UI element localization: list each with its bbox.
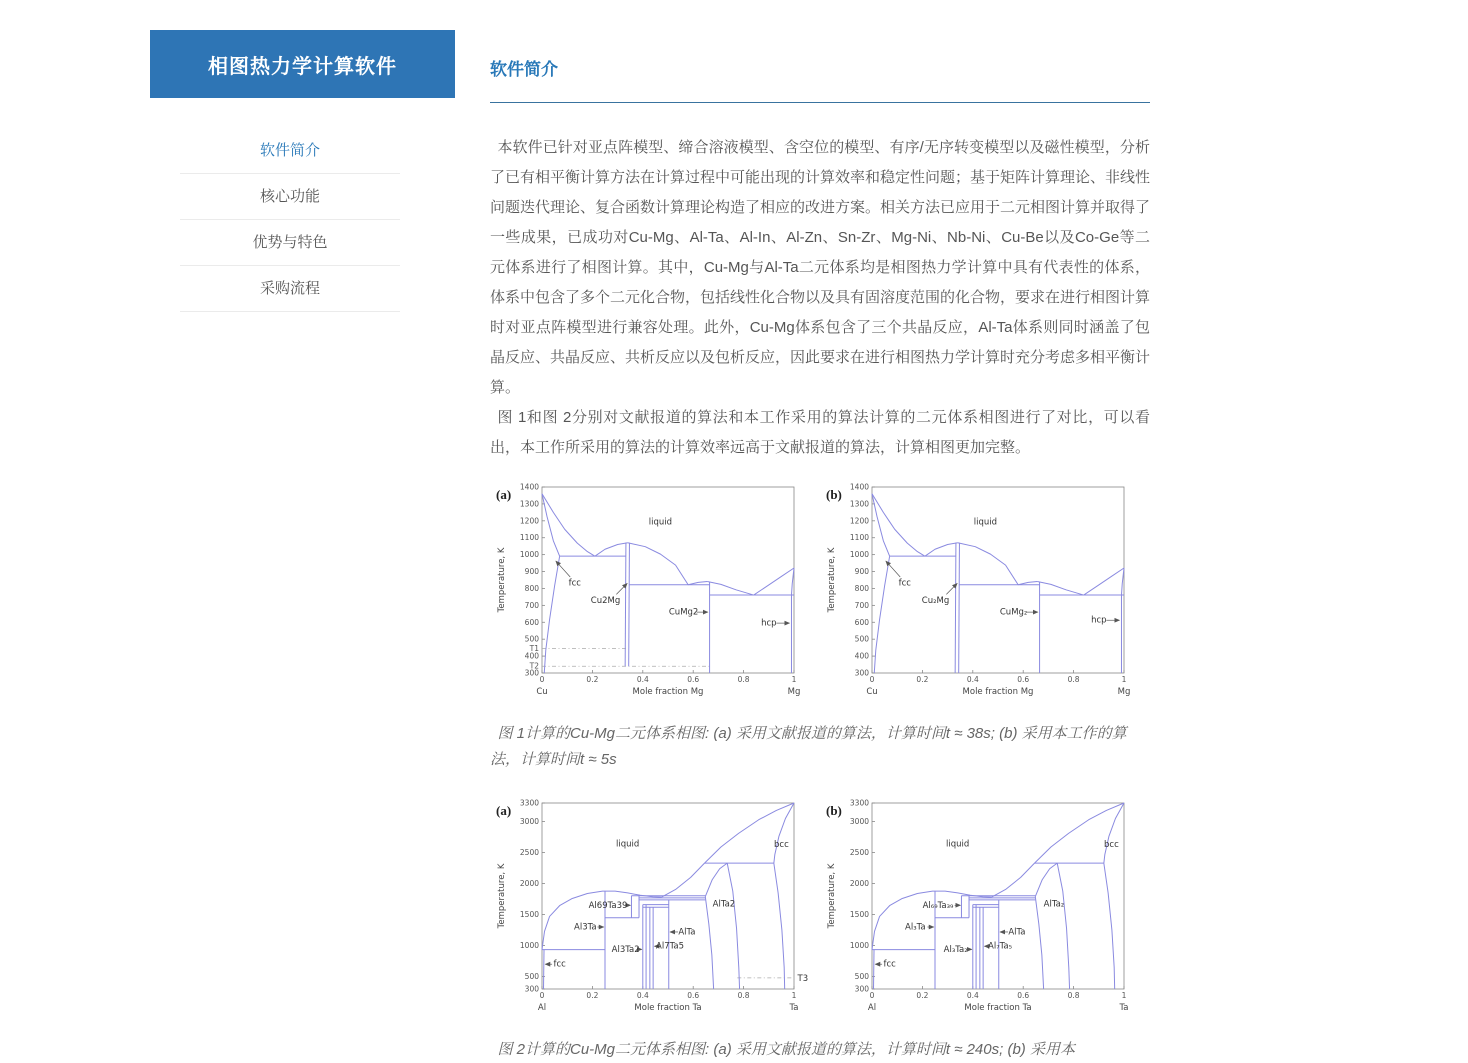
- phase-label: Al3Ta: [574, 922, 597, 933]
- phase-label: CuMg2: [668, 607, 699, 618]
- phase-label: hcp: [1091, 615, 1107, 626]
- svg-text:0.8: 0.8: [737, 675, 750, 684]
- svg-text:400: 400: [524, 651, 539, 661]
- svg-text:1000: 1000: [849, 941, 869, 951]
- svg-text:0.4: 0.4: [966, 991, 979, 1000]
- figure-1: [490, 477, 1150, 713]
- svg-text:1100: 1100: [849, 533, 869, 543]
- phase-diagram-fig1b: [820, 477, 1150, 713]
- figure-2-panel-a: [490, 793, 820, 1029]
- svg-text:1400: 1400: [519, 482, 539, 492]
- svg-text:1400: 1400: [849, 482, 869, 492]
- svg-text:0: 0: [539, 675, 545, 684]
- phase-label: bcc: [774, 840, 789, 851]
- svg-text:Mole fraction Mg: Mole fraction Mg: [962, 687, 1034, 697]
- figure-2-panel-b: [820, 793, 1150, 1029]
- sidebar-item-purchase[interactable]: 采购流程: [180, 266, 400, 312]
- svg-text:2500: 2500: [519, 848, 539, 858]
- phase-label: fcc: [898, 578, 911, 589]
- svg-text:900: 900: [854, 567, 869, 577]
- svg-text:0: 0: [869, 991, 875, 1000]
- sidebar-item-intro[interactable]: 软件简介: [180, 128, 400, 174]
- svg-text:0.8: 0.8: [1067, 991, 1080, 1000]
- svg-text:Mole fraction Mg: Mole fraction Mg: [632, 687, 704, 697]
- figure-1-caption: 图 1计算的Cu-Mg二元体系相图: (a) 采用文献报道的算法，计算时间t ≈ 38s; (b) 采用本工作的算法，计算时间t ≈ 5s: [490, 725, 1127, 768]
- phase-label: Al₃Ta: [905, 922, 926, 933]
- phase-label: hcp: [761, 618, 777, 629]
- sidebar-nav: [180, 128, 400, 312]
- svg-text:1: 1: [791, 991, 797, 1000]
- svg-text:Temperature, K: Temperature, K: [497, 547, 507, 613]
- phase-label: Cu2Mg: [590, 595, 621, 606]
- svg-text:500: 500: [524, 972, 539, 982]
- figure-1-panel-a: [490, 477, 820, 713]
- svg-text:0.6: 0.6: [687, 675, 700, 684]
- svg-text:0.4: 0.4: [636, 675, 649, 684]
- svg-text:0.2: 0.2: [916, 991, 929, 1000]
- svg-text:2000: 2000: [519, 879, 539, 889]
- svg-text:600: 600: [524, 617, 539, 627]
- svg-text:2500: 2500: [849, 848, 869, 858]
- svg-text:1300: 1300: [849, 499, 869, 509]
- svg-text:3000: 3000: [519, 817, 539, 827]
- svg-text:0.2: 0.2: [586, 675, 599, 684]
- sidebar-title: 相图热力学计算软件: [150, 30, 455, 98]
- svg-text:T1: T1: [529, 643, 539, 653]
- svg-text:0.6: 0.6: [1017, 991, 1030, 1000]
- phase-label: AlTa: [1008, 927, 1026, 938]
- svg-text:0.4: 0.4: [966, 675, 979, 684]
- svg-text:300: 300: [854, 984, 869, 994]
- svg-text:0.8: 0.8: [737, 991, 750, 1000]
- svg-text:Ta: Ta: [789, 1003, 799, 1013]
- section-title: 软件简介: [490, 60, 558, 79]
- svg-text:700: 700: [854, 600, 869, 610]
- figure-1-panel-b: [820, 477, 1150, 713]
- phase-label: CuMg₂: [999, 607, 1028, 618]
- svg-text:1500: 1500: [519, 910, 539, 920]
- svg-text:Al: Al: [537, 1003, 547, 1013]
- sidebar-item-advantages[interactable]: 优势与特色: [180, 220, 400, 266]
- phase-label: Al₇Ta₅: [988, 941, 1013, 952]
- svg-text:3300: 3300: [849, 798, 869, 808]
- phase-label: fcc: [568, 578, 581, 589]
- phase-diagram-fig2b: [820, 793, 1150, 1029]
- svg-text:1: 1: [1121, 991, 1127, 1000]
- svg-text:400: 400: [854, 651, 869, 661]
- figure-2: [490, 793, 1150, 1029]
- panel-letter: (b): [826, 487, 842, 502]
- panel-letter: (b): [826, 803, 842, 818]
- svg-text:900: 900: [524, 567, 539, 577]
- svg-text:1300: 1300: [519, 499, 539, 509]
- sidebar-item-core-features[interactable]: 核心功能: [180, 174, 400, 220]
- title-underline: [490, 102, 1150, 103]
- figure-2-caption: 图 2计算的Cu-Mg二元体系相图: (a) 采用文献报道的算法，计算时间t ≈ 240s; (b) 采用本: [497, 1041, 1075, 1058]
- svg-text:0.2: 0.2: [586, 991, 599, 1000]
- svg-text:1: 1: [791, 675, 797, 684]
- svg-text:1000: 1000: [519, 941, 539, 951]
- svg-text:1: 1: [1121, 675, 1127, 684]
- panel-letter: (a): [496, 803, 512, 818]
- svg-text:1000: 1000: [519, 550, 539, 560]
- svg-text:300: 300: [854, 668, 869, 678]
- svg-text:T2: T2: [529, 661, 539, 671]
- svg-text:Cu: Cu: [536, 687, 548, 697]
- phase-label: liquid: [616, 839, 640, 850]
- svg-text:500: 500: [854, 972, 869, 982]
- phase-diagram-fig1a: [490, 477, 820, 713]
- svg-text:Mole fraction Ta: Mole fraction Ta: [964, 1003, 1032, 1013]
- phase-label: fcc: [553, 959, 566, 970]
- svg-text:0.8: 0.8: [1067, 675, 1080, 684]
- phase-label: liquid: [648, 517, 673, 528]
- phase-label: T3: [797, 973, 809, 984]
- phase-label: liquid: [973, 517, 998, 528]
- svg-text:800: 800: [854, 583, 869, 593]
- svg-text:1200: 1200: [519, 516, 539, 526]
- svg-text:3300: 3300: [519, 798, 539, 808]
- svg-text:Temperature, K: Temperature, K: [827, 863, 837, 929]
- svg-text:800: 800: [524, 583, 539, 593]
- svg-text:Mg: Mg: [787, 687, 801, 697]
- phase-label: Al₃Ta₂: [943, 944, 968, 955]
- svg-text:1500: 1500: [849, 910, 869, 920]
- intro-paragraph-2: 图 1和图 2分别对文献报道的算法和本工作采用的算法计算的二元体系相图进行了对比，可以看出，本工作所采用的算法的计算效率远高于文献报道的算法，计算相图更加完整。: [490, 409, 1150, 456]
- svg-text:Mg: Mg: [1117, 687, 1131, 697]
- svg-text:Ta: Ta: [1119, 1003, 1129, 1013]
- svg-text:Al: Al: [867, 1003, 877, 1013]
- svg-text:500: 500: [524, 634, 539, 644]
- phase-label: bcc: [1104, 840, 1119, 851]
- svg-text:0.2: 0.2: [916, 675, 929, 684]
- intro-paragraph-1: 本软件已针对亚点阵模型、缔合溶液模型、含空位的模型、有序/无序转变模型以及磁性模型，分析了已有相平衡计算方法在计算过程中可能出现的计算效率和稳定性问题；基于矩阵计算理论、非线性问题迭代理论、复合函数计算理论构造了相应的改进方案。相关方法已应用于二元相图计算并取得了一些成果，已成功对Cu-Mg、Al-Ta、Al-In、Al-Zn、Sn-Zr、Mg-Ni、Nb-Ni、Cu-Be以及Co-Ge等二元体系进行了相图计算。其中，Cu-Mg与Al-Ta二元体系均是相图热力学计算中具有代表性的体系，体系中包含了多个二元化合物，包括线性化合物以及具有固溶度范围的化合物，要求在进行相图计算时对亚点阵模型进行兼容处理。此外，Cu-Mg体系包含了三个共晶反应，Al-Ta体系则同时涵盖了包晶反应、共晶反应、共析反应以及包析反应，因此要求在进行相图热力学计算时充分考虑多相平衡计算。: [490, 139, 1151, 396]
- svg-text:700: 700: [524, 600, 539, 610]
- svg-text:300: 300: [524, 668, 539, 678]
- svg-text:2000: 2000: [849, 879, 869, 889]
- svg-text:500: 500: [854, 634, 869, 644]
- svg-text:0.6: 0.6: [687, 991, 700, 1000]
- svg-text:300: 300: [524, 984, 539, 994]
- phase-diagram-fig2a: [490, 793, 820, 1029]
- phase-label: Al69Ta39: [588, 900, 628, 911]
- phase-label: liquid: [946, 839, 970, 850]
- svg-text:1000: 1000: [849, 550, 869, 560]
- phase-label: AlTa2: [712, 899, 736, 910]
- svg-text:600: 600: [854, 617, 869, 627]
- svg-text:0: 0: [869, 675, 875, 684]
- svg-text:Temperature, K: Temperature, K: [497, 863, 507, 929]
- phase-label: AlTa: [678, 927, 696, 938]
- panel-letter: (a): [496, 487, 512, 502]
- phase-label: Al₆₉Ta₃₉: [922, 900, 954, 911]
- svg-text:0.4: 0.4: [636, 991, 649, 1000]
- svg-text:3000: 3000: [849, 817, 869, 827]
- svg-text:0.6: 0.6: [1017, 675, 1030, 684]
- svg-text:Mole fraction Ta: Mole fraction Ta: [634, 1003, 702, 1013]
- phase-label: Al3Ta2: [611, 944, 640, 955]
- phase-label: AlTa₂: [1043, 899, 1065, 910]
- svg-text:1100: 1100: [519, 533, 539, 543]
- phase-label: fcc: [883, 959, 896, 970]
- svg-text:Cu: Cu: [866, 687, 878, 697]
- phase-label: Cu₂Mg: [921, 595, 950, 606]
- phase-label: Al7Ta5: [656, 941, 685, 952]
- svg-text:Temperature, K: Temperature, K: [827, 547, 837, 613]
- svg-text:1200: 1200: [849, 516, 869, 526]
- svg-text:0: 0: [539, 991, 545, 1000]
- main-content: [490, 55, 1150, 1063]
